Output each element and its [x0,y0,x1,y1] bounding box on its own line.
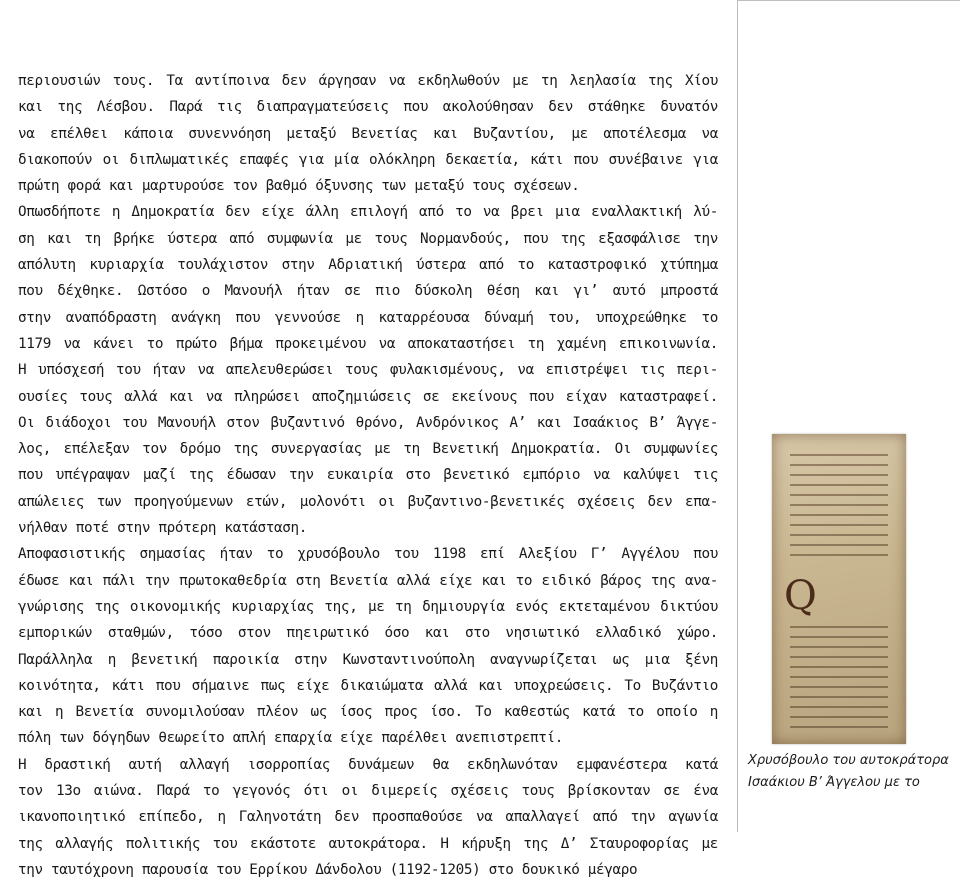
text-line: στην αναπόδραστη ανάγκη που γεννούσε η καταρρέουσα δύναμή του, υποχρεώθηκε το [18,309,718,326]
text-line: περιουσιών τους. Τα αντίποινα δεν άργησαν να εκδηλωθούν με τη λεηλασία της Χίου [18,73,718,89]
text-line: 1179 να κάνει το πρώτο βήμα προκειμένου να αποκαταστήσει τη χαμένη επικοινωνία. [18,335,718,352]
text-line: Οι διάδοχοι του Μανουήλ στον βυζαντινό θρόνο, Ανδρόνικος Α’ και Ισαάκιος Β’ Άγγε- [18,414,718,431]
text-line: Η υπόσχεσή του ήταν να απελευθερώσει τους φυλακισμένους, να επιστρέψει τις περι- [18,362,718,379]
text-line: να επέλθει κάποια συνεννόηση μεταξύ Βενετίας και Βυζαντίου, με αποτέλεσμα να [18,125,718,142]
text-line: απώλειες των προηγούμενων ετών, μολονότι οι βυζαντινο-βενετικές σχέσεις δεν επα- [18,493,718,510]
text-line: Αποφασιστικής σημασίας ήταν το χρυσόβουλο του 1198 επί Αλεξίου Γ’ Αγγέλου που [18,546,718,563]
text-line: εμπορικών σταθμών, τόσο στον πηειρωτικό όσο και στο νησιωτικό ελλαδικό χώρο. [18,625,718,642]
main-text-column [18,68,718,883]
text-line: ικανοποιητικό επίπεδο, η Γαληνοτάτη δεν προσπαθούσε να απαλλαγεί από την αγωνία [18,809,718,826]
text-line: Παράλληλα η βενετική παροικία στην Κωνσταντινούπολη αναγνωρίζεται ως μια ξένη [18,651,718,668]
text-line: τον 13ο αιώνα. Παρά το γεγονός ότι οι διμερείς σχέσεις τους βρίσκονταν σε ένα [18,783,718,800]
text-line: Οπωσδήποτε η Δημοκρατία δεν είχε άλλη επιλογή από το να βρει μια εναλλακτική λύ- [18,204,718,221]
text-line: που υπέγραψαν μαζί της έδωσαν την ευκαιρία στο βενετικό εμπόριο να καλύψει τις [18,467,718,484]
text-line: πρώτη φορά και μαρτυρούσε τον βαθμό όξυνσης των μεταξύ τους σχέσεων. [18,178,580,195]
text-line: ση και τη βρήκε ύστερα από συμφωνία με τους Νορμανδούς, που της εξασφάλισε την [18,230,718,247]
chrysobull-manuscript-image [772,434,906,744]
text-line: απόλυτη κυριαρχία τουλάχιστον στην Αδριατική ύστερα από το καταστροφικό χτύπημα [18,257,718,274]
text-line: έδωσε και πάλι την πρωτοκαθεδρία στη Βενετία αλλά είχε και το ειδικό βάρος της ανα- [18,572,718,589]
text-line: και η Βενετία συνομιλούσαν πλέον ως ίσος προς ίσο. Το καθεστώς κατά το οποίο η [18,704,718,721]
margin-divider-vertical [737,0,738,832]
text-line: και της Λέσβου. Παρά τις διαπραγματεύσεις που ακολούθησαν δεν στάθηκε δυνατόν [18,99,718,116]
text-line: διακοπούν οι διπλωματικές επαφές για μία ολόκληρη δεκαετία, κάτι που συνέβαινε για [18,151,718,168]
text-line: που δέχθηκε. Ωστόσο ο Μανουήλ ήταν σε πιο δύσκολη θέση και γι’ αυτό μπροστά [18,283,718,300]
image-caption [748,750,953,794]
text-line: της αλλαγής πολιτικής του εκάστοτε αυτοκράτορα. Η κήρυξη της Δ’ Σταυροφορίας με [18,835,718,852]
caption-line: Χρυσόβουλο του αυτοκράτορα [748,753,949,768]
caption-line: Ισαάκιου Β’ Άγγελου με το [748,775,920,790]
text-line: λος, επέλεξαν τον δρόμο της συνεργασίας με τη Βενετική Δημοκρατία. Οι συμφωνίες [18,441,718,458]
text-line: πόλη των δόγηδων θεωρείτο απλή επαρχία είχε παρέλθει ανεπιστρεπτί. [18,730,563,747]
text-line: την ταυτόχρονη παρουσία του Ερρίκου Δάνδολου (1192-1205) στο δουκικό μέγαρο [18,861,638,878]
margin-divider-horizontal [737,0,960,1]
text-line: γνώρισης της οικονομικής κυριαρχίας της, με τη δημιουργία ενός εκτεταμένου δικτύου [18,598,718,615]
text-line: Η δραστική αυτή αλλαγή ισορροπίας δυνάμεων θα εκδηλωνόταν εμφανέστερα κατά [18,756,718,773]
illuminated-initial: Q [784,573,817,619]
text-line: ουσίες τους αλλά και να πληρώσει αποζημιώσεις σε εκείνους που είχαν καταστραφεί. [18,388,718,405]
text-line: νήλθαν ποτέ στην πρότερη κατάσταση. [18,520,308,537]
text-line: κοινότητα, κάτι που σήμαινε πως είχε δικαιώματα αλλά και υποχρεώσεις. Το Βυζάντιο [18,677,718,694]
